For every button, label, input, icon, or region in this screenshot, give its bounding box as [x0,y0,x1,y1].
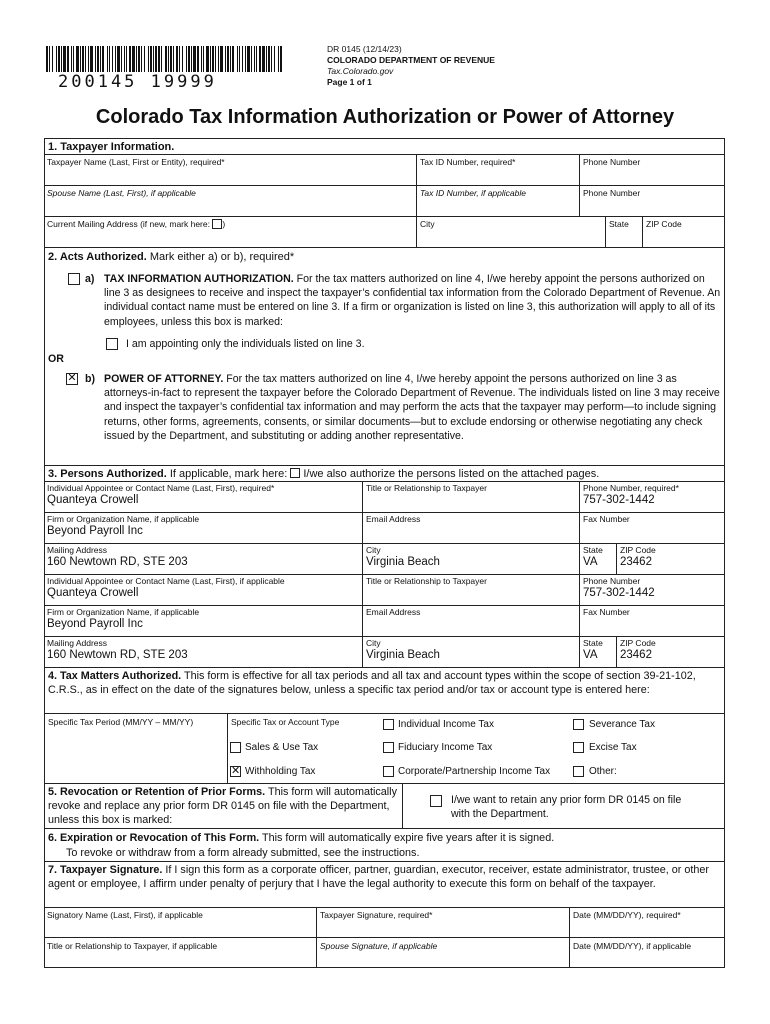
appointee-email-field[interactable]: Email Address [366,514,421,524]
excise-checkbox[interactable] [573,742,584,753]
section2-heading: 2. Acts Authorized. Mark either a) or b), required* [48,251,295,263]
corporate-label: Corporate/Partnership Income Tax [398,766,551,777]
withholding-checkbox[interactable]: ✕ [231,765,241,777]
spouse-signature-field[interactable]: Spouse Signature, if applicable [320,941,438,951]
only-individuals-label: I am appointing only the individuals listed on line 3. [126,338,365,350]
appointee-name-label: Individual Appointee or Contact Name (Last, First), if applicable [47,576,285,586]
individual-income-label: Individual Income Tax [398,719,494,730]
appointee-title-field[interactable]: Title or Relationship to Taxpayer [366,576,487,586]
appointee-phone-field[interactable]: 757-302-1442 [583,587,655,599]
spouse-date-field[interactable]: Date (MM/DD/YY), if applicable [573,941,692,951]
or-label: OR [48,353,64,365]
department-name: COLORADO DEPARTMENT OF REVENUE [327,55,495,65]
appointee-state-field[interactable]: VA [583,556,598,568]
sales-use-checkbox[interactable] [230,742,241,753]
tax-period-field[interactable]: Specific Tax Period (MM/YY – MM/YY) [48,717,194,727]
appointee-state-label: State [583,545,603,555]
form-title: Colorado Tax Information Authorization or Power of Attorney [95,106,675,128]
excise-label: Excise Tax [589,742,637,753]
appointee-firm-label: Firm or Organization Name, if applicable [47,514,200,524]
barcode [46,46,282,72]
spouse-phone-field[interactable]: Phone Number [583,188,641,198]
power-of-attorney-checkbox[interactable]: ✕ [67,372,77,384]
option-b-label: b) [85,373,95,385]
appointee-name-field[interactable]: Quanteya Crowell [47,494,139,506]
mailing-address-field[interactable]: Current Mailing Address (if new, mark here: ) [47,219,226,229]
severance-checkbox[interactable] [573,719,584,730]
option-a-text: TAX INFORMATION AUTHORIZATION. For the tax matters authorized on line 4, I/we hereby appoint the persons authorized on line 3 as designees to receive and inspect the taxpayer’s confidential tax information from the Colorado Department of Revenue. An individual contact name must be entered on line 3. If a firm or organization is listed on line 3, this authorization will apply to all of its employees, unless this box is marked: [104,273,721,328]
fiduciary-checkbox[interactable] [383,742,394,753]
individual-income-checkbox[interactable] [383,719,394,730]
attached-pages-checkbox[interactable] [290,468,300,478]
new-address-checkbox[interactable] [212,219,222,229]
state-field[interactable]: State [609,219,629,229]
appointee-firm-field[interactable]: Beyond Payroll Inc [47,618,143,630]
taxpayer-name-field[interactable]: Taxpayer Name (Last, First or Entity), required* [47,157,225,167]
only-individuals-checkbox[interactable] [106,338,118,350]
signatory-name-field[interactable]: Signatory Name (Last, First), if applicable [47,910,203,920]
section6-heading: 6. Expiration or Revocation of This Form. This form will automatically expire five years after it is signed. [48,832,555,844]
option-a-label: a) [85,273,95,285]
signature-date-field[interactable]: Date (MM/DD/YY), required* [573,910,681,920]
section5-heading: 5. Revocation or Retention of Prior Forms. This form will automatically revoke and replace any prior form DR 0145 on file with the Department, unless this box is marked: [48,786,397,827]
other-checkbox[interactable] [573,766,584,777]
option-b-text: POWER OF ATTORNEY. For the tax matters authorized on line 4, I/we hereby appoint the persons authorized on line 3 as attorneys-in-fact to represent the taxpayer before the Colorado Department of Revenue. The individuals listed on line 3 may receive and inspect the taxpayer’s confidential tax information and may perform the acts that the taxpayer may perform—to include signing returns, other forms, agreements, consents, or similar documents—but to exclude endorsing or otherwise negotiating any check issued by the Department, and substituting or adding another representative. [104,373,720,442]
appointee-name-field[interactable]: Quanteya Crowell [47,587,139,599]
phone-field[interactable]: Phone Number [583,157,641,167]
appointee-phone-label: Phone Number, required* [583,483,679,493]
tax-info-authorization-checkbox[interactable] [68,273,80,285]
appointee-name-label: Individual Appointee or Contact Name (Last, First), required* [47,483,275,493]
department-website: Tax.Colorado.gov [327,66,394,76]
appointee-phone-field[interactable]: 757-302-1442 [583,494,655,506]
taxpayer-signature-field[interactable]: Taxpayer Signature, required* [320,910,433,920]
appointee-zip-label: ZIP Code [620,638,656,648]
zip-field[interactable]: ZIP Code [646,219,682,229]
appointee-zip-field[interactable]: 23462 [620,649,652,661]
sales-use-label: Sales & Use Tax [245,742,319,753]
appointee-zip-field[interactable]: 23462 [620,556,652,568]
spouse-tax-id-field[interactable]: Tax ID Number, if applicable [420,188,526,198]
severance-label: Severance Tax [589,719,655,730]
tax-type-label: Specific Tax or Account Type [231,717,340,727]
appointee-state-field[interactable]: VA [583,649,598,661]
section4-heading: 4. Tax Matters Authorized. This form is effective for all tax periods and all tax and account types within the scope of section 39-21-102, C.R.S., as in effect on the date of the signatures below, unless a specific tax period and/or tax or account type is entered here: [48,670,696,697]
appointee-address-field[interactable]: 160 Newtown RD, STE 203 [47,556,188,568]
corporate-checkbox[interactable] [383,766,394,777]
appointee-firm-field[interactable]: Beyond Payroll Inc [47,525,143,537]
appointee-city-label: City [366,638,381,648]
signatory-title-field[interactable]: Title or Relationship to Taxpayer, if applicable [47,941,218,951]
fiduciary-label: Fiduciary Income Tax [398,742,493,753]
appointee-state-label: State [583,638,603,648]
section3-heading: 3. Persons Authorized. If applicable, mark here: I/we also authorize the persons listed on the attached pages. [48,468,600,480]
section7-heading: 7. Taxpayer Signature. If I sign this form as a corporate officer, partner, guardian, executor, receiver, estate administrator, trustee, or other agent or employee, I affirm under penalty of perjury that I have the legal authority to execute this form on behalf of the taxpayer. [48,864,709,891]
appointee-title-field[interactable]: Title or Relationship to Taxpayer [366,483,487,493]
retain-prior-form-checkbox[interactable] [430,795,442,807]
retain-prior-form-label: I/we want to retain any prior form DR 0145 on file with the Department. [451,794,682,821]
appointee-address-field[interactable]: 160 Newtown RD, STE 203 [47,649,188,661]
appointee-zip-label: ZIP Code [620,545,656,555]
appointee-address-label: Mailing Address [47,638,108,648]
appointee-fax-field[interactable]: Fax Number [583,607,630,617]
appointee-city-field[interactable]: Virginia Beach [366,649,440,661]
appointee-email-field[interactable]: Email Address [366,607,421,617]
appointee-city-field[interactable]: Virginia Beach [366,556,440,568]
appointee-fax-field[interactable]: Fax Number [583,514,630,524]
other-label: Other: [589,766,617,777]
barcode-number: 200145 19999 [58,72,217,92]
section6-revoke-note: To revoke or withdraw from a form already submitted, see the instructions. [66,847,420,859]
spouse-name-field[interactable]: Spouse Name (Last, First), if applicable [47,188,196,198]
form-id: DR 0145 (12/14/23) [327,44,402,54]
section1-heading: 1. Taxpayer Information. [48,141,175,153]
appointee-firm-label: Firm or Organization Name, if applicable [47,607,200,617]
withholding-label: Withholding Tax [245,766,316,777]
appointee-city-label: City [366,545,381,555]
tax-id-field[interactable]: Tax ID Number, required* [420,157,516,167]
appointee-phone-label: Phone Number [583,576,641,586]
city-field[interactable]: City [420,219,435,229]
appointee-address-label: Mailing Address [47,545,108,555]
page-number: Page 1 of 1 [327,77,372,87]
